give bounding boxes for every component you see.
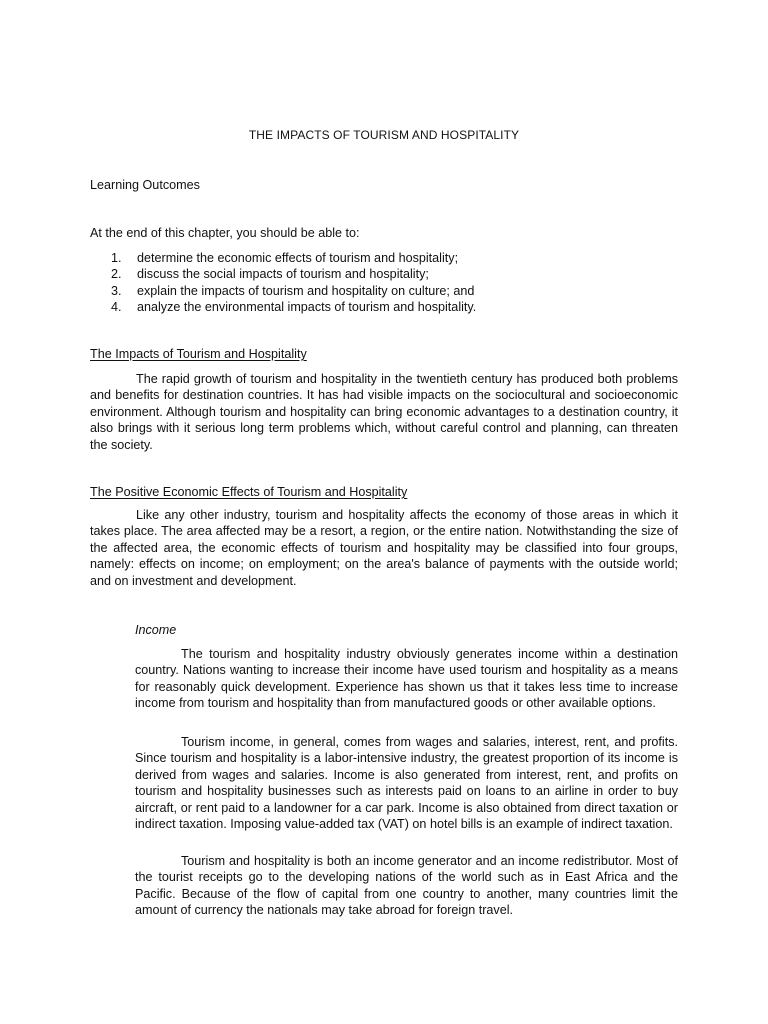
list-item-text: analyze the environmental impacts of tourism and hospitality. [137, 300, 477, 315]
section-impacts-heading: The Impacts of Tourism and Hospitality [90, 347, 307, 361]
list-item-text: determine the economic effects of tourism and hospitality; [137, 251, 459, 265]
income-paragraph-3: Tourism and hospitality is both an income generator and an income redistributor. Most of the tourist receipts go to the developing nations of the world such as in East Africa and the Pacific. Because of the flow of capital from one country to another, many countries limit the amount of currency the nationals may take abroad for foreign travel. [135, 854, 678, 918]
list-item [90, 299, 678, 315]
income-paragraph-2: Tourism income, in general, comes from wages and salaries, interest, rent, and profits. Since tourism and hospitality is a labor-intensive industry, the greatest proportion of its income is derived from wages and salaries. Income is also generated from interest, rent, and profits on tourism and hospitality businesses such as interests paid on loans to an airline in order to buy aircraft, or rent paid to a landowner for a car park. Income is also obtained from direct taxation or indirect taxation. Imposing value-added tax (VAT) on hotel bills is an example of indirect taxation. [135, 735, 678, 832]
section-economic-paragraph: Like any other industry, tourism and hospitality affects the economy of those areas in which it takes place. The area affected may be a resort, a region, or the entire nation. Notwithstanding the size of the affected area, the economic effects of tourism and hospitality may be classified into four groups, namely: effects on income; on employment; on the area's balance of payments with the outside world; and on investment and development. [90, 508, 678, 588]
list-item [90, 250, 678, 266]
document-title: THE IMPACTS OF TOURISM AND HOSPITALITY [248, 128, 520, 142]
learning-outcomes-heading: Learning Outcomes [90, 178, 200, 192]
learning-outcomes-list [90, 250, 678, 316]
income-heading: Income [135, 623, 177, 637]
section-economic-heading: The Positive Economic Effects of Tourism and Hospitality [90, 485, 408, 499]
list-item-text: discuss the social impacts of tourism and hospitality; [137, 267, 429, 282]
list-item-text: explain the impacts of tourism and hospitality on culture; and [137, 283, 475, 298]
intro-text: At the end of this chapter, you should be able to: [90, 226, 360, 240]
list-number: 3. [111, 283, 122, 298]
list-number: 4. [111, 300, 122, 315]
list-item [90, 266, 678, 282]
income-paragraph-1: The tourism and hospitality industry obviously generates income within a destination country. Nations wanting to increase their income have used tourism and hospitality as a means for reasonably quick development. Experience has shown us that it takes less time to increase income from tourism and hospitality than from manufactured goods or other available options. [135, 647, 678, 711]
section-impacts-paragraph: The rapid growth of tourism and hospitality in the twentieth century has produced both problems and benefits for destination countries. It has had visible impacts on the sociocultural and socioeconomic environment. Although tourism and hospitality can bring economic advantages to a destination country, it also brings with it serious long term problems which, without careful control and planning, can threaten the society. [90, 372, 678, 452]
list-item [90, 283, 678, 299]
list-number: 2. [111, 267, 122, 282]
list-number: 1. [111, 251, 122, 265]
